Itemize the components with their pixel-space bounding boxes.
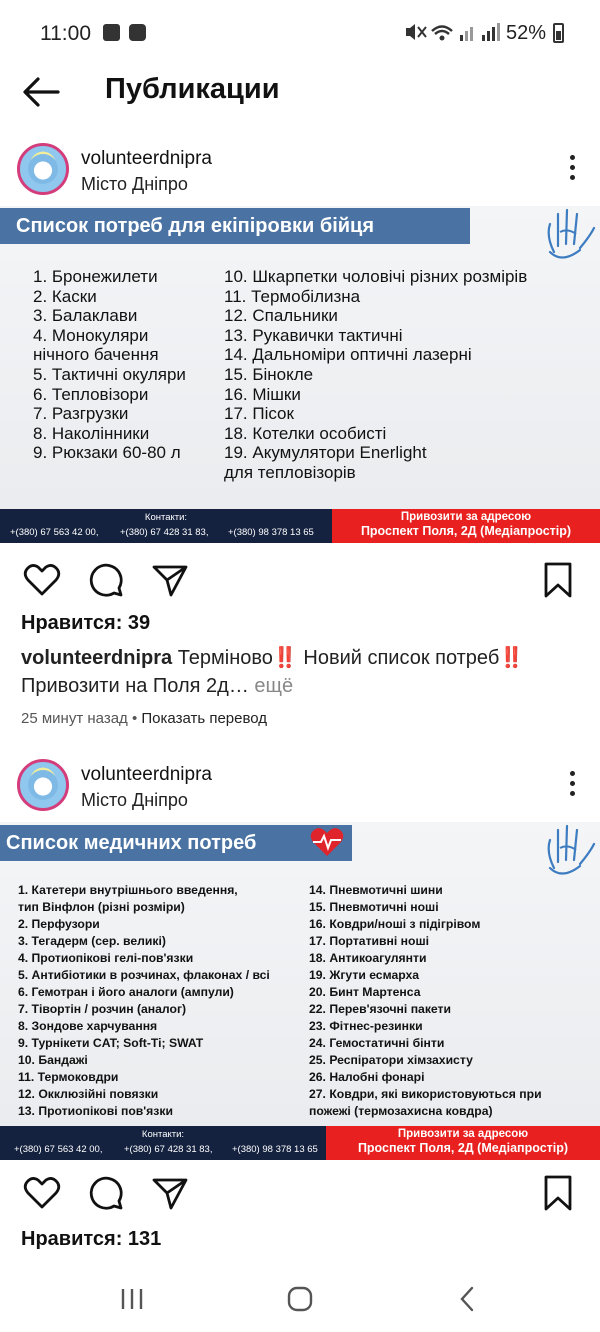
list-item: 3. Балаклави — [33, 306, 138, 326]
list-item: 6. Гемотран і його аналоги (ампули) — [18, 985, 234, 999]
card-title-text: Список медичних потреб — [6, 832, 257, 854]
list-item: 10. Бандажі — [18, 1053, 88, 1067]
caption-text: Терміново‼️ Новий список потреб‼️ Привозити на Поля 2д… — [21, 647, 525, 697]
address-text: Проспект Поля, 2Д (Медіапростір) — [360, 524, 572, 538]
heart-icon[interactable] — [22, 1173, 62, 1213]
card-footer — [0, 509, 600, 543]
share-icon[interactable] — [150, 560, 190, 600]
list-item: 8. Зондове харчування — [18, 1019, 158, 1033]
contact-phone: +(380) 98 378 13 65 — [232, 1144, 318, 1155]
list-item: 14. Пневмотичні шини — [309, 883, 443, 897]
signal-icons — [404, 22, 504, 44]
post-image[interactable] — [0, 822, 600, 1160]
list-item: 16. Мішки — [224, 384, 301, 404]
list-item: 13. Рукавички тактичні — [224, 325, 403, 345]
list-item: 5. Тактичні окуляри — [33, 364, 186, 384]
needs-list-left — [33, 267, 186, 463]
contact-phone: +(380) 67 563 42 00, — [14, 1144, 103, 1155]
contact-phone: +(380) 67 428 31 83, — [120, 527, 209, 538]
contacts-label: Контакти: — [141, 1129, 185, 1140]
list-item: 4. Монокуляри — [33, 325, 149, 345]
list-item: 20. Бинт Мартенса — [309, 985, 421, 999]
list-item: 5. Антибіотики в розчинах, флаконах / всі — [18, 968, 270, 982]
list-item: 4. Протиопікові гелі-пов'язки — [18, 951, 194, 965]
list-item: 22. Перев'язочні пакети — [309, 1002, 452, 1016]
share-icon[interactable] — [150, 1173, 190, 1213]
card-title: Список потреб для екіпіровки бійця — [0, 208, 470, 244]
list-item: тип Вінфлон (різні розміри) — [18, 900, 185, 914]
post-location[interactable]: Місто Дніпро — [81, 790, 188, 810]
post-caption — [21, 644, 581, 700]
card-footer — [0, 1126, 600, 1160]
heartbeat-icon — [310, 826, 344, 858]
post-header — [0, 759, 600, 819]
list-item: 7. Разгрузки — [33, 404, 129, 424]
caption-more-link[interactable]: ещё — [248, 675, 294, 697]
hand-logo-icon — [540, 206, 598, 264]
list-item: 2. Перфузори — [18, 917, 100, 931]
battery-icon — [553, 23, 564, 43]
post-header — [0, 143, 600, 203]
heart-icon[interactable] — [22, 560, 62, 600]
list-item: 15. Бінокле — [224, 364, 314, 384]
list-item: 14. Дальноміри оптичні лазерні — [224, 345, 472, 365]
list-item: 12. Спальники — [224, 306, 338, 326]
list-item: 17. Пісок — [224, 404, 294, 424]
card-title — [0, 825, 352, 861]
kebab-menu-icon[interactable] — [567, 771, 577, 799]
post-time: 25 минут назад — [21, 710, 128, 727]
comment-icon[interactable] — [86, 1173, 126, 1213]
contacts-block — [0, 509, 332, 543]
top-app-bar — [0, 66, 600, 120]
address-label: Привозити за адресою — [400, 511, 532, 523]
avatar[interactable] — [17, 759, 69, 811]
page-title: Публикации — [105, 73, 280, 105]
back-arrow-icon[interactable] — [22, 74, 62, 110]
post-2 — [0, 759, 600, 1259]
translate-link[interactable]: Показать перевод — [141, 710, 268, 727]
list-item: 27. Ковдри, які використовуються при — [309, 1087, 542, 1101]
address-label: Привозити за адресою — [397, 1128, 529, 1140]
list-item: 7. Тівортін / розчин (аналог) — [18, 1002, 187, 1016]
list-item: 13. Протиопікові пов'язки — [18, 1104, 173, 1118]
list-item: 9. Рюкзаки 60-80 л — [33, 443, 181, 463]
list-item: 24. Гемостатичні бінти — [309, 1036, 445, 1050]
post-username[interactable]: volunteerdnipra — [81, 148, 212, 169]
contact-phone: +(380) 67 563 42 00, — [10, 527, 99, 538]
medical-list-left — [18, 882, 270, 1120]
caption-username[interactable]: volunteerdnipra — [21, 647, 173, 669]
list-item: 1. Бронежилети — [33, 267, 158, 286]
list-item: 19. Акумулятори Enerlight — [224, 443, 427, 463]
post-username[interactable]: volunteerdnipra — [81, 764, 212, 785]
address-block — [326, 1126, 600, 1160]
address-text: Проспект Поля, 2Д (Медіапростір) — [357, 1141, 569, 1155]
post-image[interactable] — [0, 206, 600, 543]
status-time: 11:00 — [40, 22, 91, 45]
home-icon[interactable] — [280, 1284, 320, 1314]
post-meta: 25 минут назад • Показать перевод — [21, 710, 268, 727]
battery-percent: 52% — [505, 22, 546, 44]
list-item: для тепловізорів — [224, 462, 356, 482]
post-actions — [0, 1173, 600, 1213]
bookmark-icon[interactable] — [538, 560, 578, 600]
post-actions — [0, 560, 600, 600]
list-item: 15. Пневмотичні ноші — [309, 900, 439, 914]
list-item: 23. Фітнес-резинки — [309, 1019, 423, 1033]
list-item: 11. Термоковдри — [18, 1070, 119, 1084]
gallery-notification-icon — [103, 24, 120, 41]
hand-logo-icon — [540, 822, 598, 880]
list-item: 8. Наколінники — [33, 423, 150, 443]
likes-count[interactable]: Нравится: 39 — [21, 612, 151, 634]
list-item: 18. Антикоагулянти — [309, 951, 427, 965]
likes-count[interactable]: Нравится: 131 — [21, 1228, 162, 1250]
post-1 — [0, 143, 600, 743]
list-item: пожежі (термозахисна ковдра) — [309, 1104, 493, 1118]
list-item: нічного бачення — [33, 345, 159, 365]
needs-list-right — [224, 267, 527, 483]
back-icon[interactable] — [448, 1284, 488, 1314]
comment-icon[interactable] — [86, 560, 126, 600]
list-item: 19. Жгути есмарха — [309, 968, 420, 982]
list-item: 16. Ковдри/ноші з підігрівом — [309, 917, 481, 931]
list-item: 2. Каски — [33, 286, 97, 306]
contacts-block — [0, 1126, 326, 1160]
medical-list-right — [309, 882, 542, 1120]
kebab-menu-icon[interactable] — [567, 155, 577, 183]
list-item: 26. Налобні фонарі — [309, 1070, 425, 1084]
list-item: 1. Катетери внутрішнього введення, — [18, 883, 238, 897]
list-item: 18. Котелки особисті — [224, 423, 387, 443]
post-location[interactable]: Місто Дніпро — [81, 174, 188, 194]
list-item: 25. Респіратори хімзахисту — [309, 1053, 473, 1067]
list-item: 6. Тепловізори — [33, 384, 149, 404]
bookmark-icon[interactable] — [538, 1173, 578, 1213]
status-bar — [0, 0, 600, 66]
list-item: 10. Шкарпетки чоловічі різних розмірів — [224, 267, 528, 286]
app-notification-icon — [129, 24, 146, 41]
contact-phone: +(380) 98 378 13 65 — [228, 527, 314, 538]
contacts-label: Контакти: — [144, 512, 188, 523]
contact-phone: +(380) 67 428 31 83, — [124, 1144, 213, 1155]
address-block — [332, 509, 600, 543]
list-item: 17. Портативні ноші — [309, 934, 430, 948]
list-item: 11. Термобілизна — [224, 286, 361, 306]
list-item: 12. Окклюзійні повязки — [18, 1087, 159, 1101]
list-item: 9. Турнікети CAT; Soft-Ti; SWAT — [18, 1036, 204, 1050]
list-item: 3. Тегадерм (сер. великі) — [18, 934, 166, 948]
recent-apps-icon[interactable] — [112, 1284, 152, 1314]
system-nav-bar — [0, 1266, 600, 1332]
avatar[interactable] — [17, 143, 69, 195]
